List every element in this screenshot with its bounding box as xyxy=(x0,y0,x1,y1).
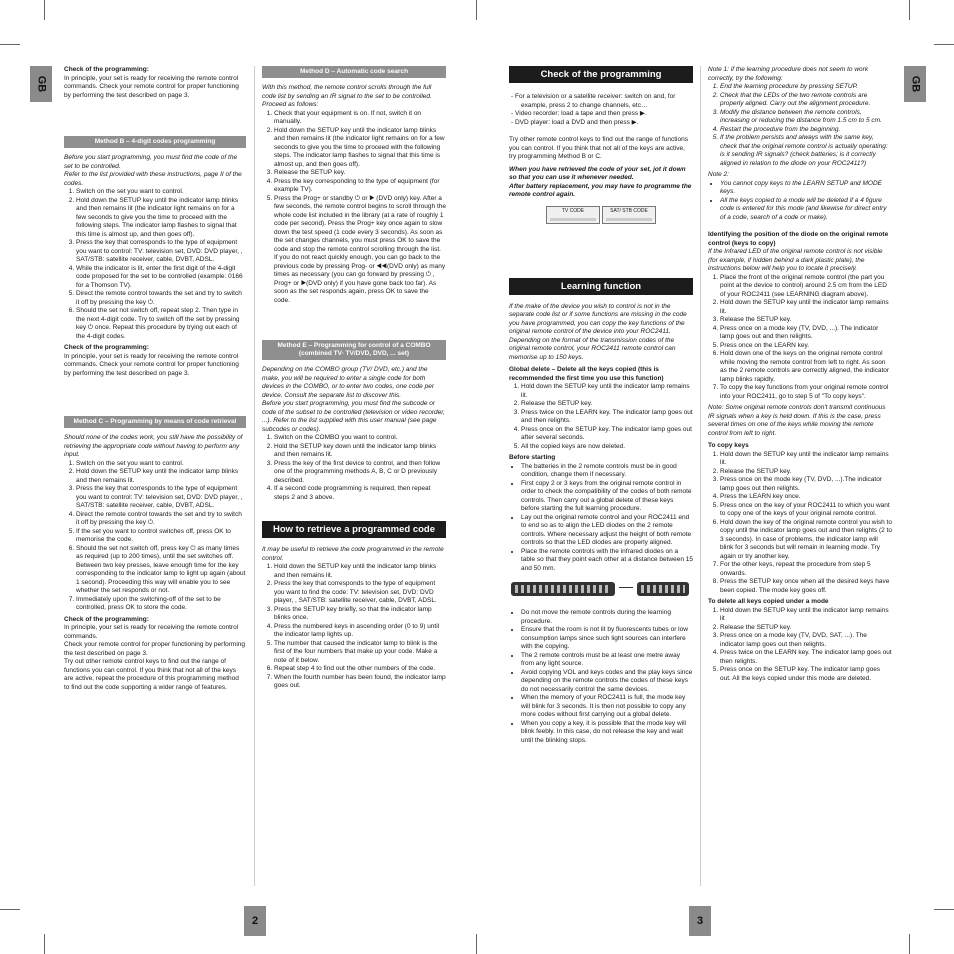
step: 4. Press the numbered keys in ascending order (0 to 9) until the indicator lamp lights up. xyxy=(274,623,446,640)
step: 3. Release the SETUP key. xyxy=(720,316,892,325)
list-item: • When you copy a key, it is possible that the mode key will blink feebly. In this case, do not release the key and wait until the blinking stops. xyxy=(521,720,693,746)
list-item: • The 2 remote controls must be at least one metre away from any light source. xyxy=(521,652,693,669)
step: 4. Press the LEARN key once. xyxy=(720,493,892,502)
list-item: - Video recorder: load a tape and then press ▶. xyxy=(521,110,693,119)
note2-heading: Note 2: xyxy=(708,171,729,178)
step: 3. Modify the distance between the remote controls, increasing or reducing the distance from 1.5 cm to 5 cm. xyxy=(720,109,892,126)
check-text: In principle, your set is ready for receiving the remote control commands. Check your remote control for proper functioning by performing the test described on page 3. xyxy=(64,74,239,99)
step: 5. If the set you want to control switches off, press OK to memorise the code. xyxy=(76,528,246,545)
crop-mark xyxy=(476,934,477,954)
step: 3. Press twice on the LEARN key. The indicator lamp goes out and then relights. xyxy=(521,409,693,426)
check-programming-header: Check of the programming xyxy=(509,66,693,83)
column-rule xyxy=(254,66,255,886)
step: 1. Hold down the SETUP key until the indicator lamp remains lit. xyxy=(521,383,693,400)
step: 3. Press the key that corresponds to the type of equipment you want to control: TV: television set, DVD: DVD player, , SAT/STB: satellite receiver, cable, DVBT, ADSL. xyxy=(76,485,246,511)
warning-text: After battery replacement, you may have to programme the remote control again. xyxy=(509,182,692,198)
column-rule xyxy=(700,66,701,886)
language-tab-left: GB xyxy=(30,66,52,102)
check-heading: Check of the programming: xyxy=(64,66,149,73)
step: 2. Check that the LEDs of the two remote controls are properly aligned. Carry out the alignment procedure. xyxy=(720,92,892,109)
method-e-intro: Depending on the COMBO group (TV/ DVD, etc.) and the make, you will be required to enter a single code for both devices in the COMBO, or to enter two codes, one code per device. Consult the separate list to discover this. xyxy=(262,366,434,399)
step: 6. Should the set not switch off, press key ⏻ as many times as required (up to 200 times), until the set switches off. Between two key presses, leave enough time for the key corresponding to the indicator lamp to light up again (about 1 second). Proceeding this way will enable you to see whether the set responds or not. xyxy=(76,545,246,596)
step: 5. All the copied keys are now deleted. xyxy=(521,443,693,452)
step: 7. Immediately upon the switching-off of the set to be controlled, press OK to store the code. xyxy=(76,596,246,613)
step: 4. Press the key corresponding to the type of equipment (for example TV). xyxy=(274,178,446,195)
delete-mode-steps xyxy=(708,607,892,684)
step: 3. Press the SETUP key briefly, so that the indicator lamp blinks once. xyxy=(274,606,446,623)
method-d-header: Method D – Automatic code search xyxy=(262,66,446,78)
step: 5. Press the Prog+ or standby ⏻ or ▶ (DVD only) key. After a few seconds, the remote control begins to scroll through the whole code list included in the library (at a rate of roughly 1 code per second). Press the Prog+ key once again to slow down the test speed (1 code every 3 seconds). As soon as the set changes channels, you must press OK to save the code and stop the remote control scrolling through the list. If you do not react quickly enough, you can go back to the previous code by pressing Prog- or ◀◀(DVD only) as many times as necessary (you can go forward by pressing ⏻ , Prog+ or ▶(DVD only) if you have gone back too far). As soon as the set responds again, press OK to save the code. xyxy=(274,195,446,306)
list-item: • Ensure that the room is not lit by fluorescents tubes or low consumption lamps since such light sources can interfere with the copying. xyxy=(521,626,693,652)
step: 5. Press once on the key of your ROC2411 to which you want to copy one of the keys of your original remote control. xyxy=(720,502,892,519)
page-number-left: 2 xyxy=(244,906,266,936)
list-item: • All the keys copied to a mode will be deleted if a 4 figure code is entered for this mode (and likewise for direct entry of a code, search of a code or make). xyxy=(720,197,892,223)
step: 1. Switch on the set you want to control. xyxy=(76,188,246,197)
column-2 xyxy=(262,66,446,694)
before-starting-heading: Before starting xyxy=(509,454,556,461)
step: 2. Release the SETUP key. xyxy=(720,624,892,633)
column-1 xyxy=(64,66,246,696)
step: 1. Switch on the COMBO you want to control. xyxy=(274,434,446,443)
copy-keys-heading: To copy keys xyxy=(708,442,749,449)
step: 4. Restart the procedure from the beginning. xyxy=(720,126,892,135)
step: 3. Release the SETUP key. xyxy=(274,169,446,178)
step: 8. Press the SETUP key once when all the desired keys have been copied. The mode key goes off. xyxy=(720,578,892,595)
code-boxes xyxy=(509,206,693,224)
step: 6. Repeat step 4 to find out the other numbers of the code. xyxy=(274,665,446,674)
step: 3. Press the key of the first device to control, and then follow one of the programming methods A, B, C or D previously described. xyxy=(274,460,446,486)
list-item: • Avoid copying VOL and keys codes and the play keys since depending on the remote controls the codes of these keys do not necessarily control the same devices. xyxy=(521,669,693,695)
step: 2. Hold down the SETUP key until the indicator lamp blinks and then remains lit (the indicator light remains on for a few seconds to give you the time to proceed with the following steps. The indicator lamp flashes to signal that this time is almost up, and then goes off). xyxy=(274,127,446,170)
step: 4. Press once on the SETUP key. The indicator lamp goes out after several seconds. xyxy=(521,426,693,443)
tv-code-box: TV CODE xyxy=(546,206,600,224)
warning-text: When you have retrieved the code of your set, jot it down so that you can use it whenever needed. xyxy=(509,165,686,181)
list-item: • First copy 2 or 3 keys from the original remote control in order to check the compatibility of the codes of both remote controls. Then carry out a global delete of these keys before starting the full learning procedure. xyxy=(521,480,693,514)
step: 5. Press once on the LEARN key. xyxy=(720,342,892,351)
original-remote-image xyxy=(637,582,689,596)
ir-arrow xyxy=(619,587,633,588)
step: 1. Hold down the SETUP key until the indicator lamp remains lit xyxy=(720,607,892,624)
list-item: - For a television or a satellite receiver: switch on and, for example, press 2 to change channels, etc… xyxy=(521,93,693,110)
check-heading: Check of the programming: xyxy=(64,615,149,623)
note2-items xyxy=(708,180,892,223)
step: 2. Hold down the SETUP key until the indicator lamp remains lit. xyxy=(720,299,892,316)
check-text: In principle, your set is ready for receiving the remote control commands. xyxy=(64,624,239,640)
crop-mark xyxy=(909,934,910,954)
step: 3. Press once on the mode key (TV, DVD, ...).The indicator lamp goes out then relights. xyxy=(720,476,892,493)
crop-mark xyxy=(934,909,954,910)
crop-mark xyxy=(476,0,477,20)
step: 2. Release the SETUP key. xyxy=(521,400,693,409)
step: 2. Hold down the SETUP key until the indicator lamp blinks and then remains lit. xyxy=(76,468,246,485)
step: 1. End the learning procedure by pressing SETUP. xyxy=(720,83,892,92)
step: 4. Press twice on the LEARN key. The indicator lamp goes out then relights. xyxy=(720,649,892,666)
step: 2. Press the key that corresponds to the type of equipment you want to find the code: TV: television set, DVD: DVD player, , SAT/STB: satellite receiver, cable, DVBT, ADSL. xyxy=(274,580,446,606)
step: 4. If a second code programming is required, then repeat steps 2 and 3 above. xyxy=(274,485,446,502)
step: 7. When the fourth number has been found, the indicator lamp goes out. xyxy=(274,674,446,691)
step: 5. Press once on the SETUP key. The indicator lamp goes out. All the keys copied under this mode are deleted. xyxy=(720,666,892,683)
learning-header: Learning function xyxy=(509,278,693,295)
step: 5. Direct the remote control towards the set and try to switch it off by pressing the key ⏻. xyxy=(76,290,246,307)
note1-steps xyxy=(708,83,892,168)
delete-mode-heading: To delete all keys copied under a mode xyxy=(708,598,829,605)
method-c-header: Method C – Programming by means of code retrieval xyxy=(64,416,246,428)
step: 6. Hold down the key of the original remote control you wish to copy until the indicator lamp goes out and then relights (2 to 3 seconds). In case of problems, the indicator lamp will blink for 3 seconds but will remain in learning mode. Try again or try another key. xyxy=(720,519,892,562)
identify-intro: If the Infrared LED of the original remote control is not visible (for example, if hidden behind a dark plastic plate), the instructions below will help you to locate it precisely. xyxy=(708,248,883,272)
retrieve-header: How to retrieve a programmed code xyxy=(262,521,446,538)
list-item: - DVD player: load a DVD and then press ▶. xyxy=(521,119,693,128)
after-items xyxy=(509,609,693,745)
list-item: • The batteries in the 2 remote controls must be in good condition, change them if necessary. xyxy=(521,463,693,480)
step: 1. Place the front of the original remote control (the part you point at the device to control) around 2.5 cm from the LED of your ROC2411 (see LEARNING diagram above). xyxy=(720,274,892,300)
step: 2. Hold down the SETUP key until the indicator lamp blinks and then remains lit (the indicator light remains on for a few seconds to give you the time to proceed with the following steps. The indicator lamp flashes to signal that this time is almost up, and then goes off). xyxy=(76,197,246,240)
method-e-steps xyxy=(262,434,446,502)
check-text: In principle, your set is ready for receiving the remote control commands. Check your remote control for proper functioning by performing the test described on page 3. xyxy=(64,352,239,377)
column-4 xyxy=(708,66,892,686)
before-items xyxy=(509,463,693,574)
retrieve-intro: It may be useful to retrieve the code programmed in the remote control. xyxy=(262,546,444,562)
check-text: Try other remote control keys to find out the range of functions you can control. If you think that not all of the keys are active, try programming Method B or C. xyxy=(509,136,688,160)
method-d-steps xyxy=(262,110,446,306)
language-tab-right: GB xyxy=(904,66,926,102)
column-3 xyxy=(509,66,693,748)
sat-code-box: SAT/ STB CODE xyxy=(602,206,656,224)
step: 3. Press once on a mode key (TV, DVD, SAT, ...). The indicator lamp goes out then relights. xyxy=(720,632,892,649)
list-item: • Do not move the remote controls during the learning procedure. xyxy=(521,609,693,626)
crop-mark xyxy=(934,44,954,45)
check-text: Try out other remote control keys to find out the range of functions you can control. If you think that not all of the keys are active, repeat the procedure of this programming method to find out the code supporting a wider range of features. xyxy=(64,658,239,691)
method-b-intro: Before you start programming, you must find the code of the set to be controlled. xyxy=(64,154,238,170)
step: 1. Hold down the SETUP key until the indicator lamp remains lit. xyxy=(720,451,892,468)
method-b-steps xyxy=(64,188,246,341)
step: 2. Hold the SETUP key down until the indicator lamp blinks and then remains lit. xyxy=(274,443,446,460)
copy-keys-steps xyxy=(708,451,892,596)
roc2411-remote-image xyxy=(511,582,615,596)
check-heading: Check of the programming: xyxy=(64,344,149,351)
list-item: • Place the remote controls with the infrared diodes on a table so that they point each other at a distance between 15 and 50 mm. xyxy=(521,548,693,574)
note1-heading: Note 1: if the learning procedure does not seem to work correctly, try the following: xyxy=(708,66,869,82)
retrieve-steps xyxy=(262,563,446,691)
step: 1. Hold down the SETUP key until the indicator lamp blinks and then remains lit. xyxy=(274,563,446,580)
global-delete-steps xyxy=(509,383,693,451)
identify-note: Note: Some original remote controls don't transmit continuous IR signals when a key is held down. If this is the case, press several times on one of the keys while moving the remote control from left to right. xyxy=(708,404,886,437)
step: 4. Direct the remote control towards the set and try to switch it off by pressing the key ⏻. xyxy=(76,511,246,528)
list-item: • When the memory of your ROC2411 is full, the mode key will blink for 3 seconds. It is then not possible to copy any more codes without first carrying out a global delete. xyxy=(521,694,693,720)
page-number-right: 3 xyxy=(689,906,711,936)
method-b-intro: Refer to the list provided with these instructions, page II of the codes. xyxy=(64,171,242,187)
learning-intro: If the make of the device you wish to control is not in the separate code list or if some functions are missing in the code you have programmed, you can copy the key functions of the original remote control of the device into your ROC2411. Depending on the format of the transmission codes of the original remote control, your ROC2411 remote control can memorise up to 150 keys. xyxy=(509,302,687,361)
check-items xyxy=(509,93,693,127)
method-d-intro: With this method, the remote control scrolls through the full code list by sending an IR signal to the set to be controlled. Proceed as follows: xyxy=(262,84,432,108)
step: 1. Check that your equipment is on. If not, switch it on manually. xyxy=(274,110,446,127)
list-item: • You cannot copy keys to the LEARN SETUP and MODE keys. xyxy=(720,180,892,197)
crop-mark xyxy=(909,0,910,20)
method-b-header: Method B – 4-digit codes programming xyxy=(64,136,246,148)
step: 5. The number that caused the indicator lamp to blink is the first of the four numbers that make up your code. Make a note of it below. xyxy=(274,640,446,666)
crop-mark xyxy=(0,909,20,910)
step: 4. While the indicator is lit, enter the first digit of the 4-digit code proposed for the set to be controlled (example: 0166 for a Thomson TV). xyxy=(76,265,246,291)
global-delete-heading: Global delete – Delete all the keys copied (this is recommended the first time you use this function) xyxy=(509,366,664,382)
crop-mark xyxy=(0,44,20,45)
crop-mark xyxy=(44,934,45,954)
step: 7. For the other keys, repeat the procedure from step 5 onwards. xyxy=(720,561,892,578)
method-e-header: Method E – Programming for control of a COMBO (combined TV- TV/DVD, DVD, ... set) xyxy=(262,340,446,360)
step: 4. Press once on a mode key (TV, DVD, ...). The indicator lamp goes out and then relights. xyxy=(720,325,892,342)
step: 3. Press the key that corresponds to the type of equipment you want to control: TV: television set, DVD: DVD player, , SAT/STB: satellite receiver, cable, DVBT, ADSL. xyxy=(76,239,246,265)
step: 2. Release the SETUP key. xyxy=(720,468,892,477)
method-e-intro: Before you start programming, you must find the subcode or code of the subset to be controlled (television or video recorder, ...). Refer to the list supplied with this user manual (see page subcodes or codes). xyxy=(262,400,445,433)
step: 6. Hold down one of the keys on the original remote control while moving the remote control from left to right. As soon as the 2 remote controls are correctly aligned, the indicator lamp blinks rapidly. xyxy=(720,350,892,384)
identify-steps xyxy=(708,274,892,402)
check-text: Check your remote control for proper functioning by performing the test described on page 3. xyxy=(64,641,246,657)
step: 1. Switch on the set you want to control. xyxy=(76,460,246,469)
step: 5. If the problem persists and always with the same key, check that the original remote control is actually operating: is it sending IR signals? (check batteries; is it correctly aligned in relation to the diode on your ROC2411?) xyxy=(720,134,892,168)
step: 7. To copy the key functions from your original remote control into your ROC2411, go to step 5 of "To copy keys". xyxy=(720,384,892,401)
method-c-intro: Should none of the codes work, you still have the possibility of retrieving the appropriate code without having to perform any input. xyxy=(64,434,243,458)
step: 6. Should the set not switch off, repeat step 2. Then type in the next 4-digit code. Try to switch off the set by pressing key ⏻ once. Repeat this procedure by trying out each of the 4-digit codes. xyxy=(76,307,246,341)
crop-mark xyxy=(44,0,45,20)
list-item: • Lay out the original remote control and your ROC2411 end to end so as to align the LED diodes on the 2 remote controls. Where necessary adjust the height of both remote controls so that the LED diodes are properly aligned. xyxy=(521,514,693,548)
method-c-steps xyxy=(64,460,246,613)
identify-heading: Identifying the position of the diode on the original remote control (keys to copy) xyxy=(708,231,889,247)
learning-diagram xyxy=(509,577,693,601)
